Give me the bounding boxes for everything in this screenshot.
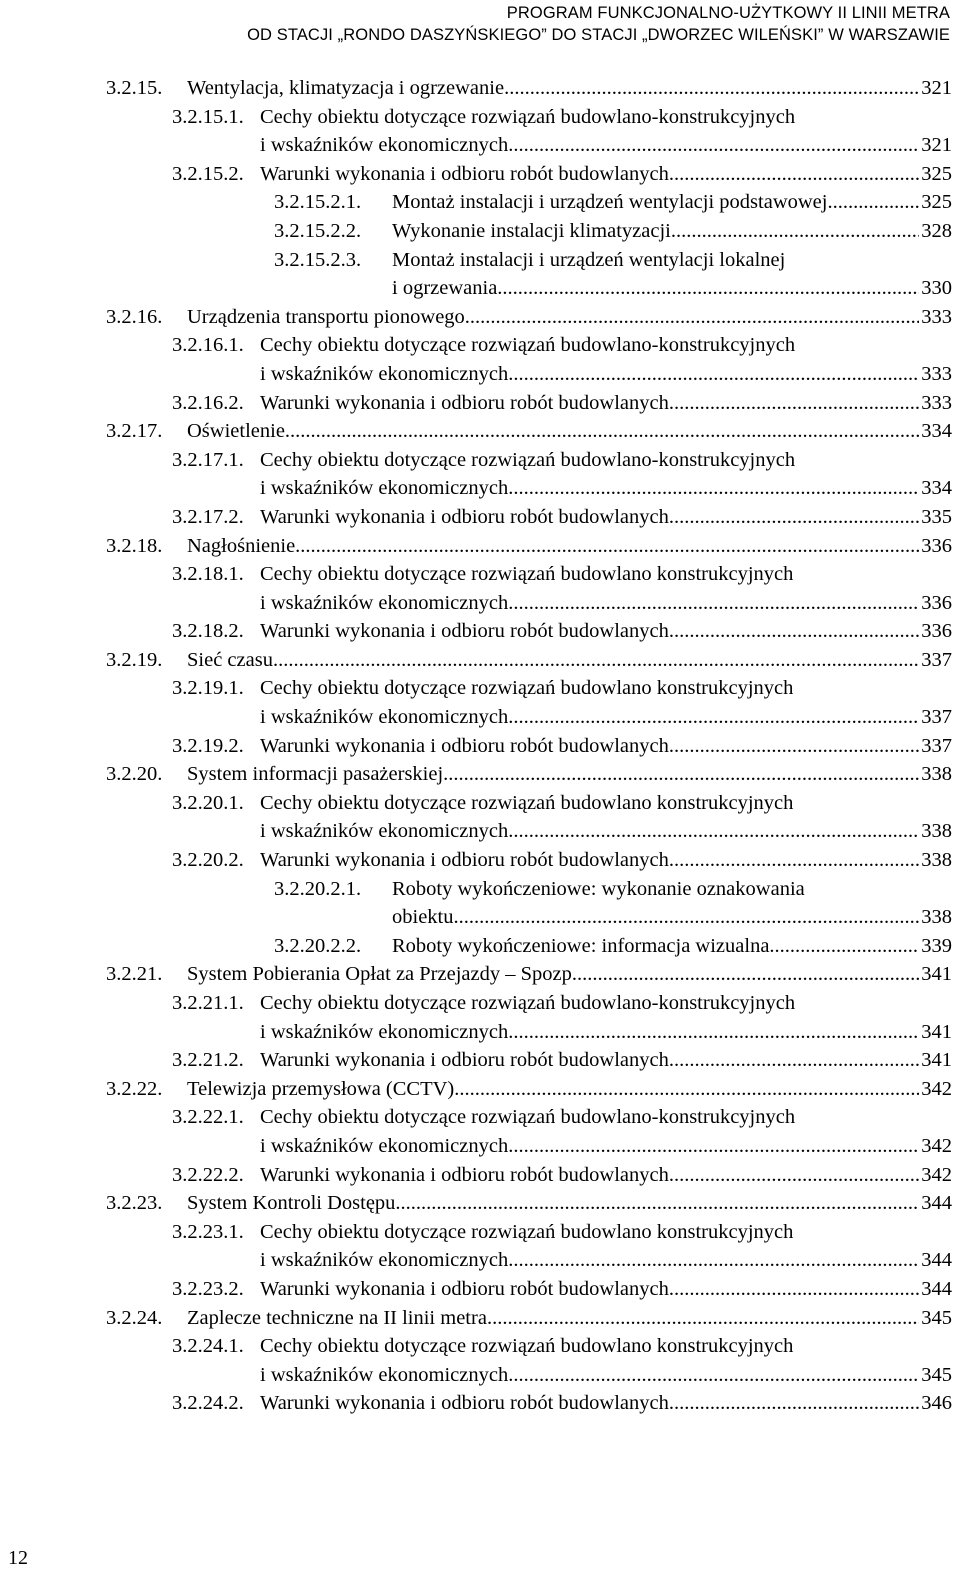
toc-entry-number: 3.2.17. <box>106 420 163 443</box>
toc-entry-title: Cechy obiektu dotyczące rozwiązań budowlano konstrukcyjnych <box>260 1220 794 1243</box>
toc-dot-leader <box>508 817 919 846</box>
toc-entry-number: 3.2.23.2. <box>172 1277 244 1300</box>
toc-entry-title: Warunki wykonania i odbioru robót budowlanych <box>260 620 669 643</box>
toc-entry-number: 3.2.17.2. <box>172 505 244 528</box>
toc-dot-leader <box>497 274 919 303</box>
toc-entry[interactable] <box>0 989 952 1046</box>
toc-entry-title-continued: i wskaźników ekonomicznych <box>260 362 509 385</box>
toc-entry-title-continued: i wskaźników ekonomicznych <box>260 1020 509 1043</box>
toc-dot-leader <box>572 960 919 989</box>
toc-dot-leader <box>508 360 919 389</box>
toc-entry-number: 3.2.23. <box>106 1192 163 1215</box>
toc-entry-title: Warunki wykonania i odbioru robót budowlanych <box>260 1277 669 1300</box>
toc-dot-leader <box>669 1161 919 1190</box>
toc-entry-title-continued: i wskaźników ekonomicznych <box>260 706 509 729</box>
toc-dot-leader <box>504 74 919 103</box>
toc-entry-title-continued: i wskaźników ekonomicznych <box>260 1134 509 1157</box>
toc-entry[interactable] <box>0 1304 952 1333</box>
toc-entry-title: Cechy obiektu dotyczące rozwiązań budowlano-konstrukcyjnych <box>260 334 796 357</box>
toc-entry[interactable] <box>0 1275 952 1304</box>
toc-dot-leader <box>669 846 919 875</box>
toc-entry-page: 321 <box>921 134 952 157</box>
toc-entry-page: 346 <box>921 1392 952 1415</box>
toc-entry-number: 3.2.21.2. <box>172 1049 244 1072</box>
page-number: 12 <box>8 1547 28 1569</box>
toc-entry-title-continued: i wskaźników ekonomicznych <box>260 591 509 614</box>
toc-dot-leader <box>508 474 919 503</box>
toc-entry[interactable] <box>0 646 952 675</box>
toc-entry-number: 3.2.20. <box>106 763 163 786</box>
table-of-contents <box>0 74 960 1418</box>
toc-entry[interactable] <box>0 732 952 761</box>
toc-entry-number: 3.2.24.1. <box>172 1335 244 1358</box>
toc-entry-number: 3.2.15.2.1. <box>274 191 362 214</box>
toc-entry-title: Cechy obiektu dotyczące rozwiązań budowlano konstrukcyjnych <box>260 563 794 586</box>
toc-entry-title: Sieć czasu <box>187 648 273 671</box>
toc-entry-page: 328 <box>921 219 952 242</box>
toc-entry-number: 3.2.16.1. <box>172 334 244 357</box>
toc-dot-leader <box>487 1304 919 1333</box>
toc-entry-number: 3.2.20.2. <box>172 849 244 872</box>
toc-entry-page: 337 <box>921 706 952 729</box>
toc-entry-page: 339 <box>921 934 952 957</box>
toc-entry-title-continued: i wskaźników ekonomicznych <box>260 1363 509 1386</box>
toc-entry-number: 3.2.16.2. <box>172 391 244 414</box>
toc-entry-page: 342 <box>921 1163 952 1186</box>
toc-entry-title: Cechy obiektu dotyczące rozwiązań budowlano-konstrukcyjnych <box>260 1106 796 1129</box>
toc-entry[interactable] <box>0 932 952 961</box>
toc-entry-number: 3.2.21. <box>106 963 163 986</box>
toc-dot-leader <box>671 217 919 246</box>
toc-entry-title: Cechy obiektu dotyczące rozwiązań budowlano konstrukcyjnych <box>260 1335 794 1358</box>
toc-entry-page: 341 <box>921 1049 952 1072</box>
toc-dot-leader <box>508 131 919 160</box>
toc-entry-number: 3.2.18.2. <box>172 620 244 643</box>
toc-entry-number: 3.2.20.2.1. <box>274 877 362 900</box>
toc-entry-title-continued: i wskaźników ekonomicznych <box>260 820 509 843</box>
toc-entry-page: 338 <box>921 763 952 786</box>
toc-entry-page: 341 <box>921 963 952 986</box>
toc-entry-page: 342 <box>921 1134 952 1157</box>
toc-dot-leader <box>508 1132 919 1161</box>
toc-entry[interactable] <box>0 1075 952 1104</box>
toc-entry[interactable] <box>0 503 952 532</box>
toc-dot-leader <box>669 389 919 418</box>
toc-entry-number: 3.2.15.1. <box>172 105 244 128</box>
page-header <box>50 2 950 46</box>
toc-entry-title: System Kontroli Dostępu <box>187 1192 396 1215</box>
toc-entry-title-continued: obiektu <box>392 906 454 929</box>
toc-entry[interactable] <box>0 217 952 246</box>
toc-entry-title-continued: i wskaźników ekonomicznych <box>260 1249 509 1272</box>
toc-entry-page: 344 <box>921 1192 952 1215</box>
toc-entry-number: 3.2.17.1. <box>172 448 244 471</box>
toc-dot-leader <box>454 1075 919 1104</box>
toc-entry[interactable] <box>0 760 952 789</box>
toc-dot-leader <box>669 503 919 532</box>
toc-entry-number: 3.2.22. <box>106 1077 163 1100</box>
toc-entry[interactable] <box>0 417 952 446</box>
toc-entry-title: Cechy obiektu dotyczące rozwiązań budowlano-konstrukcyjnych <box>260 448 796 471</box>
toc-entry-title: Montaż instalacji i urządzeń wentylacji podstawowej <box>392 191 828 214</box>
toc-dot-leader <box>769 932 919 961</box>
toc-entry-page: 341 <box>921 1020 952 1043</box>
toc-dot-leader <box>669 160 919 189</box>
toc-entry[interactable] <box>0 389 952 418</box>
toc-entry-number: 3.2.15. <box>106 77 163 99</box>
toc-entry-number: 3.2.15.2.3. <box>274 248 362 271</box>
toc-entry-page: 336 <box>921 534 952 557</box>
toc-entry[interactable] <box>0 617 952 646</box>
toc-entry[interactable] <box>0 446 952 503</box>
toc-entry-page: 333 <box>921 305 952 328</box>
toc-dot-leader <box>395 1189 919 1218</box>
toc-entry-title: Warunki wykonania i odbioru robót budowlanych <box>260 1049 669 1072</box>
toc-entry[interactable] <box>0 1332 952 1389</box>
toc-entry[interactable] <box>0 960 952 989</box>
toc-entry-number: 3.2.15.2.2. <box>274 219 362 242</box>
toc-dot-leader <box>273 646 919 675</box>
toc-entry-title: Roboty wykończeniowe: informacja wizualna <box>392 934 770 957</box>
toc-entry-number: 3.2.19. <box>106 648 163 671</box>
toc-dot-leader <box>443 760 919 789</box>
toc-entry-title: Cechy obiektu dotyczące rozwiązań budowlano konstrukcyjnych <box>260 677 794 700</box>
toc-entry-number: 3.2.19.1. <box>172 677 244 700</box>
toc-entry-title: System informacji pasażerskiej <box>187 763 444 786</box>
toc-dot-leader <box>669 617 919 646</box>
toc-dot-leader <box>669 1046 919 1075</box>
toc-entry[interactable] <box>0 1389 952 1418</box>
toc-entry-number: 3.2.22.2. <box>172 1163 244 1186</box>
toc-entry-title: Warunki wykonania i odbioru robót budowlanych <box>260 734 669 757</box>
toc-entry-number: 3.2.15.2. <box>172 162 244 185</box>
toc-entry-page: 337 <box>921 648 952 671</box>
toc-entry[interactable] <box>0 1046 952 1075</box>
toc-entry-page: 335 <box>921 505 952 528</box>
toc-entry-number: 3.2.16. <box>106 305 163 328</box>
toc-entry[interactable] <box>0 1218 952 1275</box>
toc-entry-title: Urządzenia transportu pionowego <box>187 305 465 328</box>
toc-entry-page: 345 <box>921 1363 952 1386</box>
toc-dot-leader <box>669 1389 919 1418</box>
toc-entry[interactable] <box>0 674 952 731</box>
toc-entry-page: 344 <box>921 1249 952 1272</box>
toc-entry[interactable] <box>0 303 952 332</box>
toc-dot-leader <box>669 732 919 761</box>
toc-entry-title: Warunki wykonania i odbioru robót budowlanych <box>260 849 669 872</box>
toc-entry-title: Nagłośnienie <box>187 534 296 557</box>
toc-dot-leader <box>508 703 919 732</box>
toc-entry-page: 333 <box>921 362 952 385</box>
toc-entry-title: Warunki wykonania i odbioru robót budowlanych <box>260 1163 669 1186</box>
toc-entry-page: 338 <box>921 906 952 929</box>
toc-entry[interactable] <box>0 246 952 303</box>
header-program-title: PROGRAM FUNKCJONALNO-UŻYTKOWY II LINII METRA <box>506 4 950 22</box>
toc-entry-page: 344 <box>921 1277 952 1300</box>
toc-entry[interactable] <box>0 1161 952 1190</box>
toc-entry-title: Telewizja przemysłowa (CCTV) <box>187 1077 455 1100</box>
toc-entry[interactable] <box>0 1103 952 1160</box>
toc-entry-title-continued: i ogrzewania <box>392 277 498 300</box>
toc-entry[interactable] <box>0 789 952 846</box>
toc-entry-page: 338 <box>921 849 952 872</box>
toc-dot-leader <box>465 303 919 332</box>
toc-entry-number: 3.2.18.1. <box>172 563 244 586</box>
toc-entry[interactable] <box>0 188 952 217</box>
toc-entry-title: Zaplecze techniczne na II linii metra <box>187 1306 487 1329</box>
toc-entry-title-continued: i wskaźników ekonomicznych <box>260 477 509 500</box>
toc-entry-number: 3.2.24. <box>106 1306 163 1329</box>
toc-dot-leader <box>295 532 919 561</box>
toc-entry[interactable] <box>0 103 952 160</box>
toc-entry-number: 3.2.18. <box>106 534 163 557</box>
toc-entry[interactable] <box>0 875 952 932</box>
toc-entry-page: 334 <box>921 420 952 443</box>
toc-entry[interactable] <box>0 74 952 103</box>
toc-entry-title: Warunki wykonania i odbioru robót budowlanych <box>260 1392 669 1415</box>
toc-entry-page: 336 <box>921 591 952 614</box>
toc-entry-number: 3.2.19.2. <box>172 734 244 757</box>
toc-entry-title: Cechy obiektu dotyczące rozwiązań budowlano-konstrukcyjnych <box>260 992 796 1014</box>
toc-entry-title: System Pobierania Opłat za Przejazdy – Spozp <box>187 963 572 986</box>
toc-dot-leader <box>454 903 920 932</box>
header-section-title: OD STACJI „RONDO DASZYŃSKIEGO” DO STACJI „DWORZEC WILEŃSKI” W WARSZAWIE <box>247 26 950 44</box>
toc-dot-leader <box>669 1275 919 1304</box>
toc-entry-page: 342 <box>921 1077 952 1100</box>
toc-entry-page: 333 <box>921 391 952 414</box>
toc-entry-title-continued: i wskaźników ekonomicznych <box>260 134 509 157</box>
toc-entry-title: Oświetlenie <box>187 420 285 443</box>
toc-entry[interactable] <box>0 532 952 561</box>
toc-dot-leader <box>285 417 919 446</box>
toc-entry-number: 3.2.21.1. <box>172 992 244 1014</box>
toc-dot-leader <box>827 188 919 217</box>
toc-entry-number: 3.2.22.1. <box>172 1106 244 1129</box>
toc-entry-page: 336 <box>921 620 952 643</box>
toc-entry-page: 321 <box>921 77 952 99</box>
toc-entry-page: 334 <box>921 477 952 500</box>
toc-entry-title: Cechy obiektu dotyczące rozwiązań budowlano-konstrukcyjnych <box>260 105 796 128</box>
toc-entry[interactable] <box>0 846 952 875</box>
toc-entry-number: 3.2.20.2.2. <box>274 934 362 957</box>
toc-entry-number: 3.2.24.2. <box>172 1392 244 1415</box>
toc-entry-title: Warunki wykonania i odbioru robót budowlanych <box>260 391 669 414</box>
toc-entry-title: Warunki wykonania i odbioru robót budowlanych <box>260 505 669 528</box>
toc-entry-title: Montaż instalacji i urządzeń wentylacji lokalnej <box>392 248 786 271</box>
toc-entry[interactable] <box>0 160 952 189</box>
toc-entry-number: 3.2.23.1. <box>172 1220 244 1243</box>
toc-entry-title: Wykonanie instalacji klimatyzacji <box>392 219 671 242</box>
toc-dot-leader <box>508 1018 919 1047</box>
toc-entry-title: Warunki wykonania i odbioru robót budowlanych <box>260 162 669 185</box>
toc-dot-leader <box>508 1246 919 1275</box>
toc-entry-page: 337 <box>921 734 952 757</box>
toc-entry[interactable] <box>0 1189 952 1218</box>
toc-entry-page: 330 <box>921 277 952 300</box>
toc-entry-title: Roboty wykończeniowe: wykonanie oznakowania <box>392 877 805 900</box>
toc-entry-page: 325 <box>921 191 952 214</box>
toc-entry[interactable] <box>0 560 952 617</box>
toc-entry[interactable] <box>0 331 952 388</box>
toc-entry-page: 325 <box>921 162 952 185</box>
toc-dot-leader <box>508 1361 919 1390</box>
toc-entry-title: Wentylacja, klimatyzacja i ogrzewanie <box>187 77 505 99</box>
toc-entry-title: Cechy obiektu dotyczące rozwiązań budowlano konstrukcyjnych <box>260 791 794 814</box>
toc-entry-page: 345 <box>921 1306 952 1329</box>
toc-dot-leader <box>508 589 919 618</box>
toc-entry-number: 3.2.20.1. <box>172 791 244 814</box>
toc-entry-page: 338 <box>921 820 952 843</box>
